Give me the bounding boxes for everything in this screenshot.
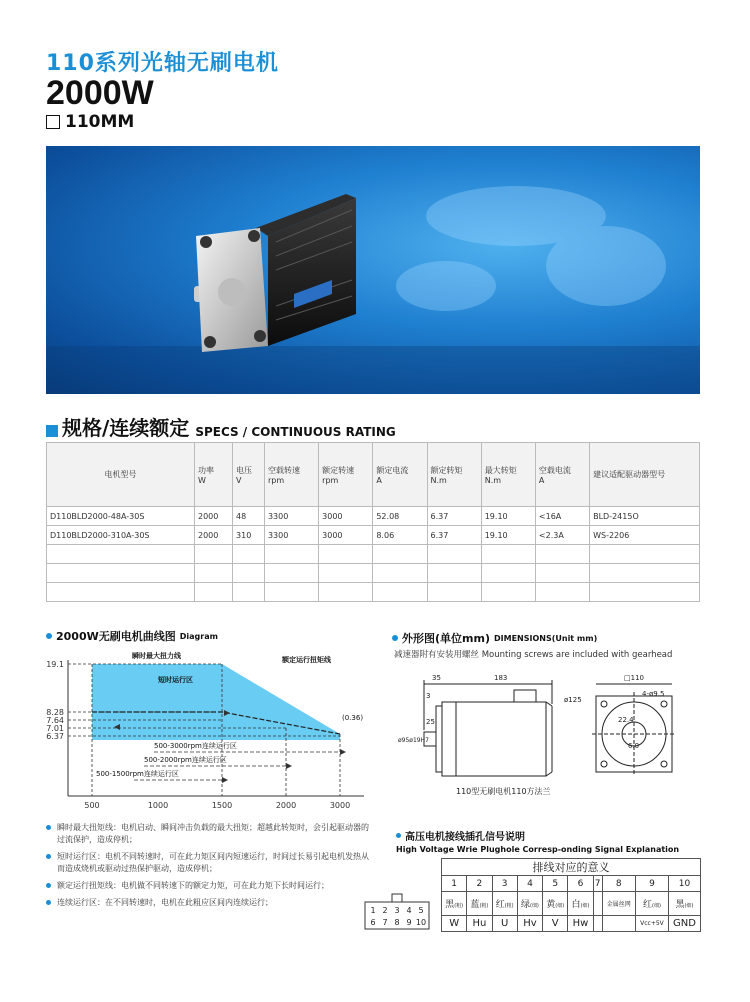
x-tick-label: 1500 [211,801,233,810]
wiring-title-en: High Voltage Wrie Plughole Corresp-onding Signal Explanation [396,845,680,854]
plug-connector-icon [364,890,430,930]
wiring-cell: 3 [492,876,517,892]
x-tick-label: 500 [84,801,100,810]
wiring-table-header: 排线对应的意义 [442,859,701,876]
table-cell [590,583,700,602]
dim-35: 35 [432,674,441,682]
dim-square: □110 [624,674,644,682]
dim-holes: 4-ø9.5 [642,690,665,698]
note-item [46,822,376,846]
table-cell [47,564,195,583]
spec-column-header: 电压 V [233,443,265,507]
wiring-cell: 7 [593,876,602,892]
table-cell: 3300 [264,526,318,545]
dim-125: ø125 [564,696,582,704]
table-cell [535,564,589,583]
dimension-drawing [396,666,700,800]
wiring-cell: 黑(粗) [442,892,467,916]
table-cell: 19.10 [481,526,535,545]
dim-183: 183 [494,674,508,682]
table-cell [590,564,700,583]
table-row [47,526,700,545]
dimensions-note [394,648,672,660]
spec-column-header: 电机型号 [47,443,195,507]
zone-3000-label: 500-3000rpm连续运行区 [154,742,237,750]
table-cell: 48 [233,507,265,526]
spec-column-header: 额定转矩 N.m [427,443,481,507]
curve-title-cn: 2000W无刷电机曲线图 [56,630,176,643]
dot-bullet-icon [46,633,52,639]
spec-column-header: 额定电流 A [373,443,427,507]
note-item [46,897,376,909]
table-cell [481,545,535,564]
series-title: 110系列光轴无刷电机 [46,51,279,76]
table-row [47,545,700,564]
note-item [46,851,376,875]
table-cell [47,583,195,602]
dimensions-note-cn: 减速器附有安装用螺丝 [394,650,480,660]
spec-column-header: 功率 W [195,443,233,507]
dim-keyway: 22.4 [618,716,634,724]
wiring-cell: 4 [517,876,542,892]
table-cell [233,564,265,583]
wiring-cell [593,916,602,932]
wiring-cell [602,916,635,932]
wiring-cell: 绿(细) [517,892,542,916]
plug-pin-label: 3 [394,906,400,915]
plug-pin-label: 7 [382,918,388,927]
specs-heading [46,412,396,441]
y-tick-label: 19.1 [46,660,64,669]
torque-speed-chart [34,640,374,816]
specs-title-cn: 规格/连续额定 [62,416,190,440]
plug-pin-label: 8 [394,918,400,927]
note-text: 额定运行扭矩线：电机做不同转速下的额定力矩，可在此力矩下长时间运行； [57,881,329,890]
wiring-cell: 蓝(粗) [467,892,492,916]
dim-3: 3 [426,692,431,700]
x-tick-label: 3000 [329,801,351,810]
specs-title-en: SPECS / CONTINUOUS RATING [195,425,396,439]
wiring-cell: Hw [568,916,593,932]
wiring-table [441,858,701,932]
wiring-title-cn: 高压电机接线插孔信号说明 [405,832,525,843]
spec-column-header: 建议适配驱动器型号 [590,443,700,507]
table-cell: 52.08 [373,507,427,526]
note-text: 瞬时最大扭矩线：电机启动、瞬间冲击负载的最大扭矩；超越此转矩时，会引起驱动器的过流保护，造成停机； [57,823,369,844]
table-cell [535,545,589,564]
table-cell: 2000 [195,526,233,545]
dot-bullet-icon [46,854,51,859]
table-cell [319,564,373,583]
wiring-cell: GND [668,916,700,932]
power-title: 2000W [46,74,154,112]
wiring-cell: 6 [568,876,593,892]
dim-25: 25 [426,718,435,726]
zone-1500-label: 500-1500rpm连续运行区 [96,770,179,778]
table-cell [264,545,318,564]
dot-bullet-icon [46,825,51,830]
wiring-cell: 红(细) [635,892,668,916]
table-cell: 6.37 [427,526,481,545]
table-cell [195,583,233,602]
table-cell [373,545,427,564]
plug-pin-label: 6 [370,918,376,927]
dimensions-title-cn: 外形图(单位mm) [402,632,490,645]
table-cell [481,583,535,602]
wiring-cell: Hu [467,916,492,932]
y-tick-label: 7.64 [46,716,64,725]
table-cell: <16A [535,507,589,526]
table-cell [535,583,589,602]
square-icon [46,115,60,129]
plug-pin-label: 5 [418,906,424,915]
table-cell: 310 [233,526,265,545]
wiring-cell: 9 [635,876,668,892]
table-cell: WS-2206 [590,526,700,545]
table-row [47,507,700,526]
spec-column-header: 空载转速 rpm [264,443,318,507]
plug-pin-label: 4 [406,906,412,915]
table-cell [195,545,233,564]
dimension-caption: 110型无刷电机110方法兰 [456,787,551,796]
spec-column-header: 空载电流 A [535,443,589,507]
max-torque-label: 瞬时最大扭力线 [132,652,181,660]
curve-notes [46,822,376,914]
table-row [47,564,700,583]
dot-bullet-icon [392,635,398,641]
motor-image [46,146,700,394]
frame-size-label: 110MM [65,112,135,132]
specs-table [46,442,700,602]
wiring-cell: 2 [467,876,492,892]
dimensions-title-en: DIMENSIONS(Unit mm) [493,633,598,643]
wiring-cell: 10 [668,876,700,892]
wiring-heading [396,828,679,854]
product-banner [46,146,700,394]
end-value-label: (0.36) [342,714,364,722]
table-cell: 6.37 [427,507,481,526]
dot-bullet-icon [46,883,51,888]
wiring-cell: 8 [602,876,635,892]
wiring-cell: 黑(细) [668,892,700,916]
table-cell [47,545,195,564]
spec-column-header: 额定转速 rpm [319,443,373,507]
y-tick-label: 6.37 [46,732,64,741]
note-text: 连续运行区：在不同转速时，电机在此粗应区间内连续运行； [57,898,273,907]
table-cell: 3000 [319,507,373,526]
table-cell [427,564,481,583]
short-zone-label: 短时运行区 [158,676,193,684]
table-cell [373,564,427,583]
dot-bullet-icon [396,833,401,838]
table-cell: 19.10 [481,507,535,526]
table-cell: <2.3A [535,526,589,545]
y-tick-label: 8.28 [46,708,64,717]
wiring-cell [593,892,602,916]
table-cell: BLD-2415O [590,507,700,526]
zone-2000-label: 500-2000rpm连续运行区 [144,756,227,764]
table-cell [427,545,481,564]
x-tick-label: 1000 [147,801,169,810]
table-cell: 8.06 [373,526,427,545]
dimensions-heading [392,630,597,646]
table-cell: 2000 [195,507,233,526]
frame-size [46,112,134,132]
rated-torque-label: 额定运行扭矩线 [282,656,331,664]
wiring-cell: W [442,916,467,932]
wiring-cell: Vcc+5V [635,916,668,932]
table-cell [427,583,481,602]
table-cell [319,583,373,602]
plug-pin-label: 1 [370,906,376,915]
wiring-cell: 白(细) [568,892,593,916]
plug-pin-label: 10 [415,918,427,927]
wiring-cell: 5 [543,876,568,892]
y-tick-label: 7.01 [46,724,64,733]
square-bullet-icon [46,425,58,437]
table-cell: 3300 [264,507,318,526]
table-cell [264,583,318,602]
table-cell [319,545,373,564]
table-cell: D110BLD2000-48A-30S [47,507,195,526]
dim-key: 6.0 [628,742,640,750]
note-item [46,880,376,892]
table-cell [481,564,535,583]
table-cell [373,583,427,602]
table-cell: 3000 [319,526,373,545]
dimensions-note-en: Mounting screws are included with gearhead [481,650,673,660]
dim-shaft: ø95ø19H7 [398,737,429,744]
wiring-cell: V [543,916,568,932]
note-text: 短时运行区：电机不同转速时，可在此力矩区间内短速运行，时间过长易引起电机发热从而造成烧机或驱动过热保护驱动，造成停机； [57,852,369,873]
dot-bullet-icon [46,900,51,905]
short-time-zone [92,664,340,740]
table-cell [195,564,233,583]
table-row [47,583,700,602]
spec-column-header: 最大转矩 N.m [481,443,535,507]
wiring-cell: U [492,916,517,932]
table-cell [233,545,265,564]
plug-pin-label: 2 [382,906,388,915]
wiring-cell: Hv [517,916,542,932]
x-tick-label: 2000 [275,801,297,810]
table-cell: D110BLD2000-310A-30S [47,526,195,545]
wiring-cell: 1 [442,876,467,892]
wiring-cell: 黄(细) [543,892,568,916]
wiring-cell: 金属丝网 [602,892,635,916]
plug-pin-label: 9 [406,918,412,927]
wiring-cell: 红(粗) [492,892,517,916]
curve-title-en: Diagram [179,631,218,641]
table-cell [590,545,700,564]
table-cell [233,583,265,602]
table-cell [264,564,318,583]
